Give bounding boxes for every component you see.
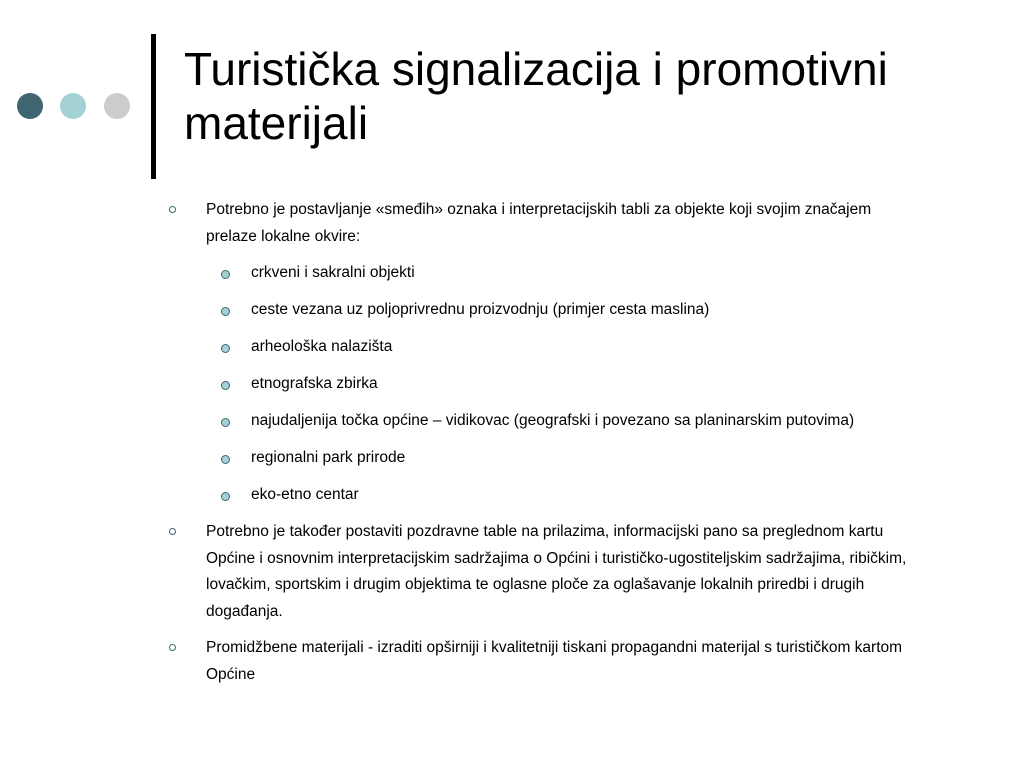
sub-bullet-item <box>206 371 926 398</box>
dot-bullet-icon <box>221 492 230 501</box>
sub-bullet-item <box>206 297 926 324</box>
ring-bullet-icon <box>169 644 176 651</box>
title-divider <box>151 34 156 179</box>
dot-bullet-icon <box>221 307 230 316</box>
dot-bullet-icon <box>221 381 230 390</box>
dot-bullet-icon <box>221 344 230 353</box>
sub-bullet-item <box>206 445 926 472</box>
sub-bullet-text: regionalni park prirode <box>251 449 406 466</box>
slide-title: Turistička signalizacija i promotivni materijali <box>184 43 888 149</box>
sub-bullet-item <box>206 334 926 361</box>
sub-bullet-text: eko-etno centar <box>251 486 359 503</box>
sub-bullet-item <box>206 482 926 509</box>
dot-bullet-icon <box>221 455 230 464</box>
bullet-text: Potrebno je postavljanje «smeđih» oznaka i interpretacijskih tabli za objekte koji svojim značajem prelaze lokalne okvire: <box>206 201 872 245</box>
sub-bullet-text: ceste vezana uz poljoprivrednu proizvodnju (primjer cesta maslina) <box>251 301 710 318</box>
sub-bullet-text: crkveni i sakralni objekti <box>251 264 415 281</box>
dot-gray-icon <box>104 93 130 119</box>
sub-bullet-item <box>206 408 926 435</box>
dot-dark-icon <box>17 93 43 119</box>
sub-bullet-text: etnografska zbirka <box>251 375 378 392</box>
sub-bullet-text: najudaljenija točka općine – vidikovac (geografski i povezano sa planinarskim putovima) <box>251 412 855 429</box>
sub-bullet-item <box>206 260 926 287</box>
sub-bullet-text: arheološka nalazišta <box>251 338 393 355</box>
ring-bullet-icon <box>169 206 176 213</box>
bullet-text: Potrebno je također postaviti pozdravne table na prilazima, informacijski pano sa preglednom kartu Općine i osnovnim interpretacijskim sadržajima o Općini i turističko-ugostiteljskim sadržajima, ribičkim, lovačkim, sportskim i drugim objektima te oglasne ploče za oglašavanje lokalnih priredbi i drugih događanja. <box>206 523 907 620</box>
dot-bullet-icon <box>221 270 230 279</box>
bullet-item <box>166 519 926 625</box>
slide-content <box>166 197 926 698</box>
bullet-text: Promidžbene materijali - izraditi opširniji i kvalitetniji tiskani propagandni materijal s turističkom kartom Općine <box>206 639 903 683</box>
bullet-item <box>166 635 926 688</box>
sub-bullet-list <box>206 260 926 509</box>
dot-bullet-icon <box>221 418 230 427</box>
ring-bullet-icon <box>169 528 176 535</box>
dot-light-icon <box>60 93 86 119</box>
bullet-item <box>166 197 926 509</box>
